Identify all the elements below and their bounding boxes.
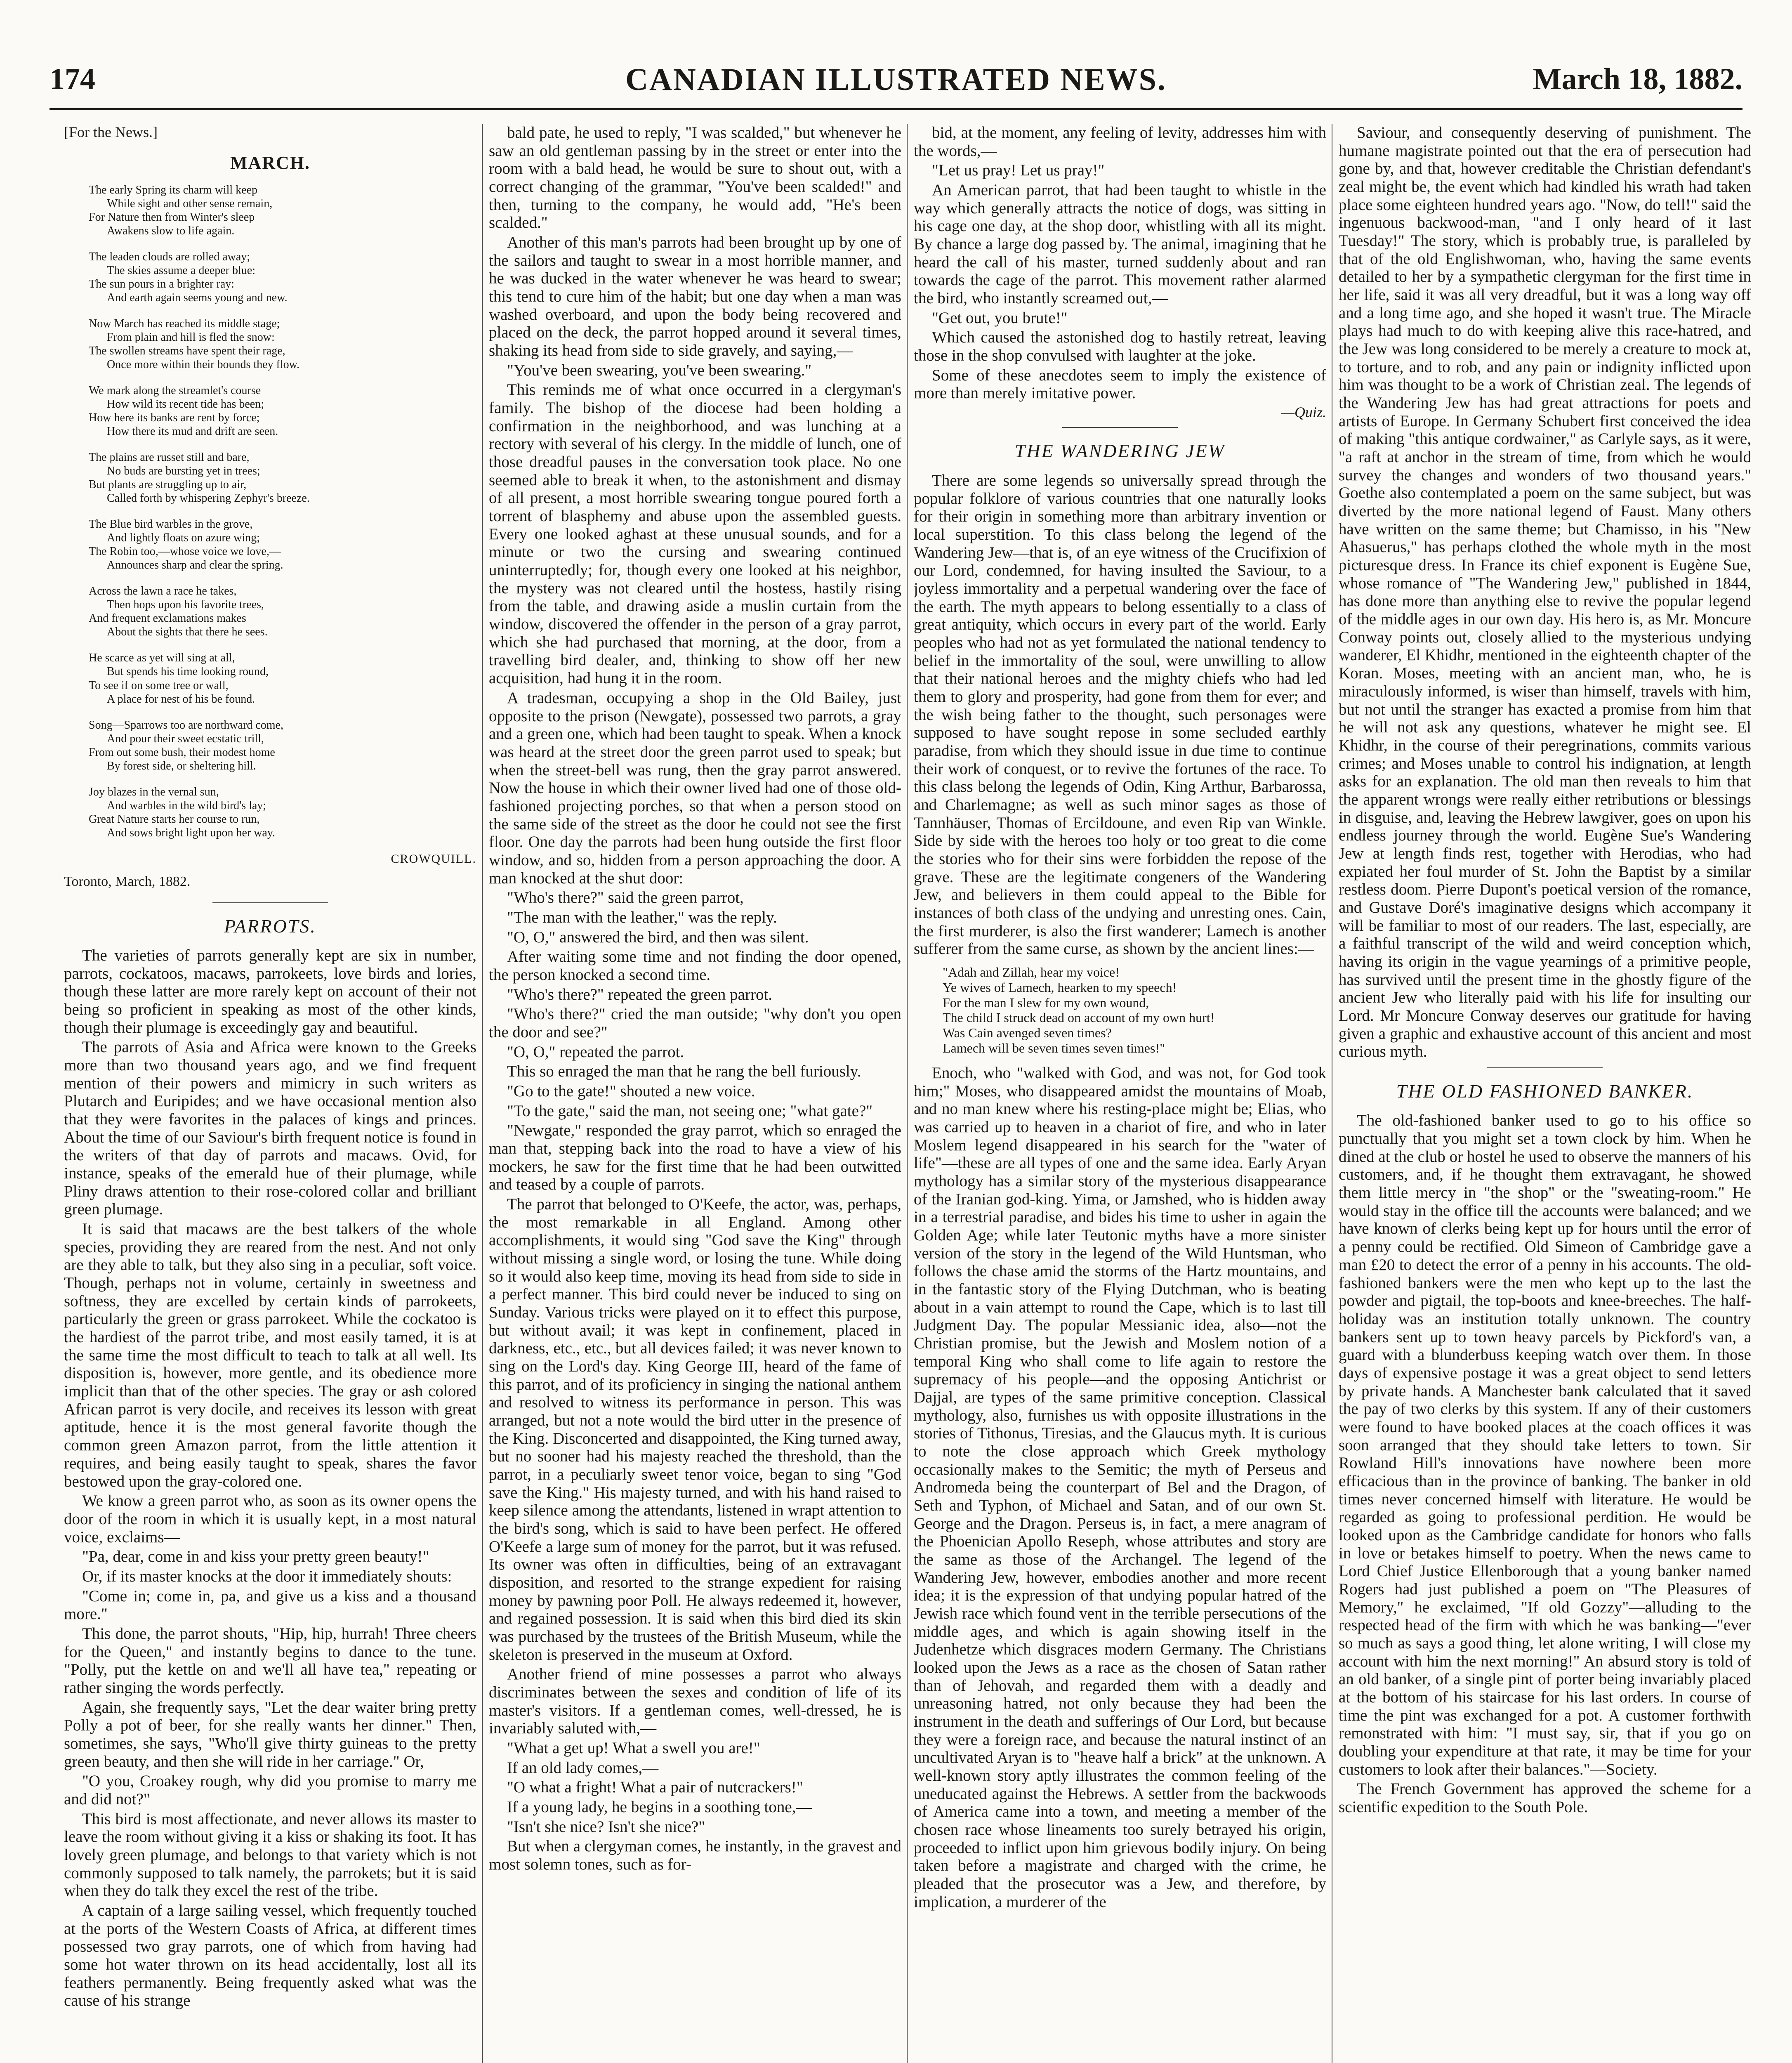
paragraph: But when a clergyman comes, he instantly, in the gravest and most solemn tones, such as for-	[489, 1837, 901, 1874]
verse-quotation	[943, 965, 1326, 1056]
article-credit: —Quiz.	[1281, 404, 1326, 421]
poem-line: The early Spring its charm will keep	[89, 183, 257, 196]
separator-rule	[1487, 1067, 1603, 1068]
paragraph: If an old lady comes,—	[507, 1759, 659, 1777]
poem-stanza	[89, 384, 476, 438]
paragraph: An American parrot, that had been taught to whistle in the way which generally attracts the notice of dogs, was sitting in his cage one day, at the shop door, whistling with all its might. By chance a large dog passed by. The animal, imagining that he heard the call of his master, turned suddenly about and ran towards the cage of the parrot. This movement rather alarmed the bird, who instantly screamed out,—	[914, 181, 1326, 307]
poem-body	[64, 183, 476, 840]
paragraph: The varieties of parrots generally kept are six in number, parrots, cockatoos, macaws, parrokeets, love birds and lories, though these latter are more rarely kept on account of their not being so proficient in speaking as most of the other kinds, though their plumage is exceedingly gay and beautiful.	[64, 947, 476, 1036]
poem-line: From plain and hill is fled the snow:	[107, 330, 275, 344]
paragraph: "Newgate," responded the gray parrot, which so enraged the man that, stepping back into the road to have a view of his mockers, he saw for the first time that he had been outwitted and teased by a couple of parrots.	[489, 1121, 901, 1194]
poem-line: To see if on some tree or wall,	[89, 679, 229, 692]
paragraph: "Isn't she nice? Isn't she nice?"	[507, 1818, 705, 1836]
paragraph: "O, O," repeated the parrot.	[507, 1043, 684, 1061]
poem-line: The swollen streams have spent their rage,	[89, 344, 285, 357]
poem-line: The leaden clouds are rolled away;	[89, 250, 250, 263]
poem-line: And pour their sweet ecstatic trill,	[107, 732, 264, 745]
paragraph: "What a get up! What a swell you are!"	[507, 1739, 760, 1757]
poem-line: How there its mud and drift are seen.	[107, 425, 278, 438]
poem-stanza	[89, 584, 476, 639]
poem-line: But spends his time looking round,	[107, 665, 269, 678]
poem-line: But plants are struggling up to air,	[89, 478, 247, 491]
paragraph: "Who's there?" cried the man outside; "why don't you open the door and see?"	[489, 1005, 901, 1041]
poem-line: The sun pours in a brighter ray:	[89, 277, 235, 290]
poem-line: And frequent exclamations makes	[89, 612, 246, 625]
poem-stanza	[89, 250, 476, 304]
column-3	[914, 124, 1326, 2063]
paragraph: The French Government has approved the scheme for a scientific expedition to the South Pole.	[1339, 1780, 1751, 1816]
poem-line: Joy blazes in the vernal sun,	[89, 785, 219, 798]
paragraph: This so enraged the man that he rang the bell furiously.	[507, 1062, 861, 1081]
poem-line: How wild its recent tide has been;	[107, 397, 264, 411]
paragraph: Saviour, and consequently deserving of punishment. The humane magistrate pointed out that the era of persecution had gone by, and that, however creditable the Christian defendant's zeal might be, the event which had kindled his wrath had taken place some eighteen hundred years ago. "Now, do tell!" said the ingenuous backwood-man, "and I only heard of it last Tuesday!" The story, which is probably true, is paralleled by that of the old Englishwoman, who, having the same events detailed to her by a sympathetic clergyman for the first time in her life, said it was all very dreadful, but it was a long way off and a long time ago, and she hoped it wasn't true. The Miracle plays had much to do with keeping alive this race-hatred, and the Jew was long considered to be merely a creature to mock at, to torture, and to rob, and any pain or indignity inflicted upon him was thought to be a work of Christian zeal. The legends of the Wandering Jew has had great attractions for poets and artists of Europe. In Germany Schubert first conceived the idea of making "this antique cordwainer," as Carlyle says, as it were, "a raft at anchor in the stream of time, from which he would survey the changes and wonders of two thousand years." Goethe also contemplated a poem on the same subject, but was diverted by the more national legend of Faust. Many others have written on the same theme; but Chamisso, in his "New Ahasuerus," has perhaps clothed the whole myth in the most picturesque dress. In France its chief exponent is Eugène Sue, whose romance of "The Wandering Jew," published in 1844, has done more than anything else to revive the popular legend of the middle ages in our own day. His hero is, as Mr. Moncure Conway points out, closely allied to the mysterious undying wanderer, El Khidhr, mentioned in the eighteenth chapter of the Koran. Moses, meeting with an ancient man, who, he is miraculously informed, is wiser than himself, travels with him, but not until the stranger has exacted a promise from him that he will not ask any questions, whatever he might see. El Khidhr, in the course of their peregrinations, commits various crimes; and Moses unable to control his indignation, at length asks for an explanation. The old man then reveals to him that the apparent wrongs were really either retributions or blessings in disguise, and, leaving the Hebrew lawgiver, goes on upon his endless journey through the world. Eugène Sue's Wandering Jew at length finds rest, together with Herodias, who had expiated her foul murder of St. John the Baptist by a similar restless doom. Pierre Dupont's poetical version of the romance, and Gustave Doré's imaginative designs which accompany it will be familiar to most of our readers. The last, especially, are a faithful transcript of the wild and weird conception which, having its origin in the vague yearnings of a primitive people, has survived until the present time in the ghostly figure of the ancient Jew who literally paid with his life for insulting our Lord. Mr Moncure Conway deserves our gratitude for having given a graphic and exhaustive account of this ancient and most curious myth.	[1339, 124, 1751, 1061]
poem-stanza	[89, 183, 476, 238]
poem-line: About the sights that there he sees.	[107, 626, 268, 639]
paragraph: Again, she frequently says, "Let the dear waiter bring pretty Polly a pot of beer, for she really wants her dinner." Then, sometimes, she says, "Who'll give thirty guineas to the pretty green beauty, and then she will ride in her carriage." Or,	[64, 1698, 476, 1770]
poem-signature: CROWQUILL.	[391, 852, 476, 866]
poem-line: Now March has reached its middle stage;	[89, 317, 280, 330]
column-rule	[482, 124, 483, 2063]
article-body-wandering-jew	[914, 472, 1326, 958]
column-1	[64, 124, 476, 2063]
paragraph: "Let us pray! Let us pray!"	[932, 161, 1105, 179]
poem-stanza	[89, 317, 476, 371]
poem-line: How here its banks are rent by force;	[89, 411, 260, 425]
paragraph: The parrots of Asia and Africa were known to the Greeks more than two thousand years ago, and we find frequent mention of their powers and mimicry in such writers as Plutarch and Euripides; and we have occasional mention also that they were favorites in the palaces of kings and princes. About the time of our Saviour's birth frequent notice is found in the writers of that day of parrots and macaws. Ovid, for instance, speaks of the emerald hue of their plumage, while Pliny draws attention to their rose-colored collar and brilliant green plumage.	[64, 1038, 476, 1218]
poem-stanza	[89, 517, 476, 572]
verse-line: Ye wives of Lamech, hearken to my speech!	[943, 980, 1177, 995]
paragraph: "Go to the gate!" shouted a new voice.	[507, 1082, 755, 1100]
poem-line: A place for nest of his be found.	[107, 692, 255, 706]
poem-line: He scarce as yet will sing at all,	[89, 651, 235, 665]
poem-line: Across the lawn a race he takes,	[89, 585, 237, 598]
poem-dateline: Toronto, March, 1882.	[64, 874, 191, 890]
paragraph: A captain of a large sailing vessel, which frequently touched at the ports of the Western Coasts of Africa, at different times possessed two gray parrots, one of which from having had some hot water thrown on its head accidentally, lost all its feathers permanently. Being frequently asked what was the cause of his strange	[64, 1901, 476, 2010]
poem-stanza	[89, 651, 476, 706]
paragraph: "O what a fright! What a pair of nutcrackers!"	[507, 1778, 803, 1796]
article-heading-parrots: PARROTS.	[224, 915, 316, 937]
paragraph: "The man with the leather," was the reply.	[507, 908, 777, 926]
issue-date: March 18, 1882.	[1533, 62, 1742, 96]
paragraph: Or, if its master knocks at the door it immediately shouts:	[82, 1567, 452, 1585]
paragraph: Enoch, who "walked with God, and was not, for God took him;" Moses, who disappeared amidst the mountains of Moab, and no man knew where his resting-place might be; Elias, who was carried up to heaven in a chariot of fire, and who in later Moslem legend disappeared in his search for the "water of life"—these are all types of one and the same idea. Early Aryan mythology has a similar story of the mysterious disappearance of the Iranian god-king. Yima, or Jamshed, who is hidden away in a terrestrial paradise, and bides his time to usher in again the Golden Age; while later Teutonic myths have a more sinister version of the story in the legend of the Wild Huntsman, who follows the chase amid the storms of the Hartz mountains, and in the fantastic story of the Flying Dutchman, who is beating about in a vain attempt to round the Cape, which is to last till Judgment Day. The popular Messianic idea, also—not the Christian promise, but the Jewish and Moslem notion of a temporal King who shall come to life again to restore the supremacy of his people—and the opposing Antichrist or Dajjal, are types of the same primitive conception. Classical mythology, also, furnishes us with opposite illustrations in the stories of Tithonus, Tiresias, and the Glaucus myth. It is curious to note the close approach which Greek mythology occasionally makes to the Semitic; the myth of Perseus and Andromeda being the counterpart of Bel and the Dragon, of Seth and Typhon, of Michael and Satan, and of our own St. George and the Dragon. Perseus is, in fact, a mere anagram of the Phoenician Apollo Reseph, whose attributes and story are the same as those of the Archangel. The legend of the Wandering Jew, however, embodies another and more recent idea; it is the expression of that undying popular hatred of the Jewish race which found vent in the terrible persecutions of the middle ages, and which is again showing itself in the Judenhetze which disgraces modern Germany. The Christians looked upon the Jews as a race as the chosen of Satan rather than of Jehovah, and regarded them with a deadly and unreasoning hatred, not only because they had been the instrument in the death and sufferings of Our Lord, but because they were a foreign race, and because the natural instinct of an uncultivated Aryan is to "heave half a brick" at the unknown. A well-known story aptly illustrates the common feeling of the uneducated against the Hebrews. A settler from the backwoods of America came into a town, and meeting a member of the chosen race whose lineaments too surely betrayed his origin, proceeded to inflict upon him grievous bodily injury. On being taken before a magistrate and charged with the crime, he pleaded that the prosecutor was a Jew, and therefore, by implication, a murderer of the	[914, 1064, 1326, 1911]
column-4	[1339, 124, 1751, 2063]
poem-kicker: [For the News.]	[64, 124, 158, 140]
paragraph: "O, O," answered the bird, and then was silent.	[507, 928, 809, 946]
poem-stanza	[89, 785, 476, 840]
paragraph: "Get out, you brute!"	[932, 309, 1068, 327]
poem-line: Then hops upon his favorite trees,	[107, 598, 264, 611]
poem-line: Great Nature starts her course to run,	[89, 812, 260, 826]
poem-line: Awakens slow to life again.	[107, 224, 235, 237]
column-2	[489, 124, 901, 2063]
poem-line: And lightly floats on azure wing;	[107, 531, 260, 545]
paragraph: "Come in; come in, pa, and give us a kiss and a thousand more."	[64, 1587, 476, 1623]
verse-line: For the man I slew for my own wound,	[943, 995, 1149, 1010]
paragraph: bald pate, he used to reply, "I was scalded," but whenever he saw an old gentleman passing by in the street or enter into the room with a bald head, he would be sure to shout out, with a correct changing of the grammar, "You've been scalded!" and then, turning to the company, he would add, "He's been scalded."	[489, 124, 901, 232]
paragraph: This bird is most affectionate, and never allows its master to leave the room without giving it a kiss or shaking its foot. It has lovely green plumage, and belongs to that variety which is not commonly supposed to talk namely, the parrokets; but it is said when they do talk they excel the rest of the tribe.	[64, 1810, 476, 1900]
poem-title: MARCH.	[230, 153, 311, 173]
paragraph: "Who's there?" said the green parrot,	[507, 889, 744, 907]
paragraph: Another of this man's parrots had been brought up by one of the sailors and taught to swear in a most horrible manner, and he was ducked in the water whenever he was heard to swear; this tend to cure him of the habit; but one day when a man was washed overboard, and upon the body being recovered and placed on the deck, the parrot hopped around it several times, shaking its head from side to side gravely, and saying,—	[489, 234, 901, 360]
article-body-wandering-jew-end	[1339, 124, 1751, 1061]
poem-line: And earth again seems young and new.	[107, 291, 288, 304]
poem-line: From out some bush, their modest home	[89, 746, 275, 759]
paragraph: After waiting some time and not finding the door opened, the person knocked a second time.	[489, 948, 901, 984]
paragraph: This done, the parrot shouts, "Hip, hip, hurrah! Three cheers for the Queen," and instantly begins to dance to the tune. "Polly, put the kettle on and we'll all have tea," repeating or rather singing the words perfectly.	[64, 1624, 476, 1697]
article-body-wandering-jew-continued	[914, 1064, 1326, 1911]
paragraph: "Pa, dear, come in and kiss your pretty green beauty!"	[82, 1548, 429, 1566]
poem-line: And sows bright light upon her way.	[107, 826, 276, 839]
paragraph: The old-fashioned banker used to go to his office so punctually that you might set a town clock by him. When he dined at the club or hostel he used to observe the manners of his customers, and, if he thought them extravagant, he showed them little mercy in "the shop" or the "sweating-room." He would stay in the office till the accounts were balanced; and we have known of clerks being kept up for hours until the error of a penny could be rectified. Old Simeon of Cambridge gave a man £20 to detect the error of a penny in his accounts. The old-fashioned bankers were the men who kept up to the last the powder and pigtail, the top-boots and knee-breeches. The half-holiday was an institution totally unknown. The country bankers sent up to town heavy parcels by Pickford's van, a guard with a blunderbuss keeping watch over them. In those days of expensive postage it was a great object to send letters by private hands. A Manchester bank calculated that it saved the pay of two clerks by this system. If any of their customers were found to have booked places at the coach offices it was soon arranged that they should take letters to town. Sir Rowland Hill's innovations have nowhere been more efficacious than in the province of banking. The banker in old times never concerned himself with literature. He would be regarded as going to professional perdition. He would be looked upon as the Cambridge candidate for honors who falls in love or betakes himself to poetry. When the news came to Lord Chief Justice Ellenborough that a young banker named Rogers had just published a poem on "The Pleasures of Memory," he exclaimed, "If old Gozzy"—alluding to the respected head of the firm with which he was banking—"ever so much as says a good thing, let alone writing, I will close my account with him the next morning!" An absurd story is told of an old banker, of a single pint of porter being invariably placed at the bottom of his staircase for his last orders. In course of time the pint was exchanged for a pot. A customer forthwith remonstrated with him: "I must say, sir, that if you go on doubling your expenditure at that rate, it may be time for your customers to look after their balances."—Society.	[1339, 1112, 1751, 1778]
poem-line: We mark along the streamlet's course	[89, 384, 261, 397]
poem-line: Once more within their bounds they flow.	[107, 358, 300, 371]
paragraph: There are some legends so universally spread through the popular folklore of various countries that one naturally looks for their origin in something more than arbitrary invention or local superstition. To this class belong the legend of the Wandering Jew—that is, of an eye witness of the Crucifixion of our Lord, condemned, for having insulted the Saviour, to a joyless immortality and a perpetual wandering over the face of the earth. The myth appears to belong essentially to a class of great antiquity, which occurs in every part of the world. Early peoples who had not as yet formulated the national tendency to belief in the immortality of the soul, were unwilling to allow that their national heroes and the mighty chiefs who had led them to glory and prosperity, had gone from them for ever; and the wish being father to the thought, such personages were supposed to have sought repose in some secluded earthly paradise, from which they should issue in due time to continue their work of conquest, or to revive the fortunes of the race. To this class belong the legends of Odin, King Arthur, Barbarossa, and Charlemagne; as well as such minor sages as those of Tannhäuser, Thomas of Ercildoune, and even Rip van Winkle. Side by side with the heroes too holy or too great to die come the stories who for their sins were forbidden the repose of the grave. These are the legitimate congeners of the Wandering Jew, and believers in them could appeal to the Bible for instances of both class of the undying and unresting ones. Cain, the first murderer, is also the first wanderer; Lamech is another sufferer from the same curse, as shown by the ancient lines:—	[914, 471, 1326, 958]
poem-line: The Robin too,—whose voice we love,—	[89, 545, 281, 558]
paragraph: We know a green parrot who, as soon as its owner opens the door of the room in which it is usually kept, in a most natural voice, exclaims—	[64, 1492, 476, 1546]
paragraph: "Who's there?" repeated the green parrot.	[507, 985, 773, 1003]
paragraph: A tradesman, occupying a shop in the Old Bailey, just opposite to the prison (Newgate), possessed two parrots, a gray and a green one, which had been taught to speak. When a knock was heard at the street door the green parrot used to speak; but when the street-bell was rung, then the gray parrot answered. Now the house in which their owner lived had one of those old-fashioned projecting porches, so that when a person stood on the same side of the street as the door he could not see the first floor. One day the parrots had been hung outside the first floor window, and so, hidden from a person approaching the door. A man knocked at the shut door:	[489, 689, 901, 887]
page-number: 174	[50, 62, 95, 96]
masthead	[50, 62, 1742, 99]
poem-line: No buds are bursting yet in trees;	[107, 465, 260, 478]
separator-rule	[212, 902, 328, 903]
article-body-parrots	[64, 947, 476, 2010]
poem-line: While sight and other sense remain,	[107, 197, 273, 210]
article-heading-banker: THE OLD FASHIONED BANKER.	[1396, 1080, 1694, 1102]
verse-line: "Adah and Zillah, hear my voice!	[943, 965, 1120, 980]
paragraph: "You've been swearing, you've been swearing."	[507, 361, 812, 379]
paragraph: The parrot that belonged to O'Keefe, the actor, was, perhaps, the most remarkable in all England. Among other accomplishments, it would sing "God save the King" through without missing a single word, or losing the tune. While doing so it would also keep time, moving its head from side to side in a perfect manner. This bird could never be induced to sing on Sunday. Various tricks were played on it to effect this purpose, but without avail; it was kept in confinement, placed in darkness, etc., etc., but all devices failed; it was never known to sing on the Lord's day. King George III, heard of the fame of this parrot, and of its proficiency in singing the national anthem and resolved to witness its performance in person. This was arranged, but not a note would the bird utter in the presence of the King. Disconcerted and disappointed, the King turned away, but no sooner had his majesty reached the threshold, than the parrot, in a peculiarly sweet tenor voice, began to sing "God save the King." His majesty turned, and with his hand raised to keep silence among the attendants, listened in wrapt attention to the bird's song, which is said to have been perfect. He offered O'Keefe a large sum of money for the parrot, but it was refused. Its owner was often in difficulties, being of an extravagant disposition, and resorted to the strange expedient for raising money by pawning poor Poll. He always redeemed it, however, and regained possession. It is said when this bird died its skin was purchased by the trustees of the British Museum, while the skeleton is preserved in the museum at Oxford.	[489, 1195, 901, 1664]
paragraph: It is said that macaws are the best talkers of the whole species, providing they are reared from the nest. And not only are they able to talk, but they also sing in a peculiar, soft voice. Though, perhaps not in volume, certainly in sweetness and softness, they are excelled by certain kinds of parrokeets, particularly the green or grass parrokeet. While the cockatoo is the hardiest of the parrot tribe, and most easily tamed, it is at the same time the most difficult to teach to talk at all well. Its disposition is, however, more gentle, and its obedience more implicit than that of the other species. The gray or ash colored African parrot is very docile, and receives its lesson with great aptitude, hence it is the most general favorite though the common green Amazon parrot, from the little attention it requires, and being easily taught to speak, shares the favor bestowed upon the gray-colored one.	[64, 1220, 476, 1490]
verse-line: Lamech will be seven times seven times!"	[943, 1041, 1165, 1056]
paragraph: Some of these anecdotes seem to imply the existence of more than merely imitative power.	[914, 366, 1326, 402]
separator-rule	[1062, 427, 1178, 428]
article-body-banker	[1339, 1112, 1751, 1816]
paragraph: Which caused the astonished dog to hastily retreat, leaving those in the shop convulsed with laughter at the joke.	[914, 328, 1326, 365]
paragraph: bid, at the moment, any feeling of levity, addresses him with the words,—	[914, 124, 1326, 160]
paragraph: "To the gate," said the man, not seeing one; "what gate?"	[507, 1102, 873, 1120]
poem-line: The skies assume a deeper blue:	[107, 264, 255, 277]
paragraph: "O you, Croakey rough, why did you promise to marry me and did not?"	[64, 1772, 476, 1808]
poem-line: For Nature then from Winter's sleep	[89, 210, 255, 224]
poem-line: Called forth by whispering Zephyr's breeze.	[107, 492, 310, 505]
article-heading-wandering-jew: THE WANDERING JEW	[1014, 440, 1226, 462]
poem-line: And warbles in the wild bird's lay;	[107, 799, 266, 812]
verse-line: Was Cain avenged seven times?	[943, 1025, 1112, 1041]
article-body-parrots-end	[914, 124, 1326, 402]
poem-stanza	[89, 718, 476, 773]
column-rule	[907, 124, 908, 2063]
poem-line: By forest side, or sheltering hill.	[107, 759, 256, 772]
paragraph: Another friend of mine possesses a parrot who always discriminates between the sexes and condition of life of its master's visitors. If a gentleman comes, well-dressed, he is invariably saluted with,—	[489, 1665, 901, 1737]
paragraph: If a young lady, he begins in a soothing tone,—	[507, 1798, 812, 1816]
verse-line: The child I struck dead on account of my own hurt!	[943, 1010, 1215, 1025]
poem-line: Song—Sparrows too are northward come,	[89, 718, 284, 732]
article-body-parrots-continued	[489, 124, 901, 1874]
poem-stanza	[89, 451, 476, 505]
poem-line: The Blue bird warbles in the grove,	[89, 518, 253, 531]
newspaper-title: CANADIAN ILLUSTRATED NEWS.	[625, 62, 1167, 97]
header-rule	[50, 108, 1742, 110]
poem-line: The plains are russet still and bare,	[89, 451, 250, 464]
poem-line: Announces sharp and clear the spring.	[107, 559, 283, 572]
paragraph: This reminds me of what once occurred in a clergyman's family. The bishop of the diocese had been holding a confirmation in the neighborhood, and was lunching at a rectory with several of his clergy. In the middle of lunch, one of those dreadful pauses in the conversation took place. No one seemed able to break it when, to the astonishment and dismay of all present, a most horrible swearing tongue poured forth a torrent of blasphemy and abuse upon the assembled guests. Every one looked aghast at these unusual sounds, and for a minute or two the cursing and swearing continued uninterruptedly; for, though every one looked at his neighbor, the mystery was not cleared until the hostess, hastily rising from the table, and drawing aside a muslin curtain from the window, discovered the offender in the person of a gray parrot, which she had purchased that morning, at the door, from a travelling bird dealer, and, thinking to show off her new acquisition, had hung it in the room.	[489, 381, 901, 687]
